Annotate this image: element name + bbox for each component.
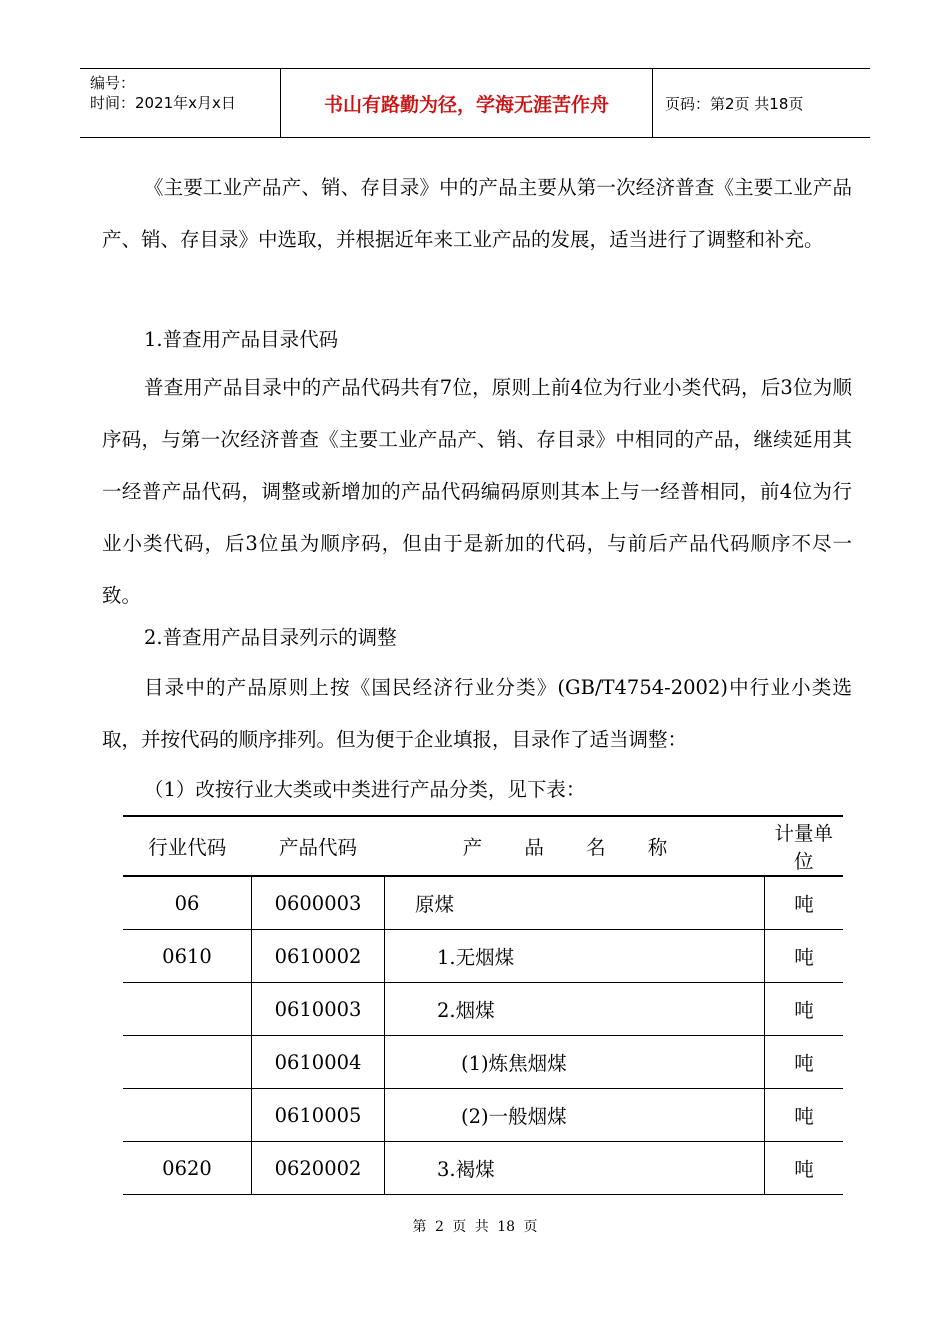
- table-row: [123, 876, 843, 930]
- industry-code-cell: 0620: [123, 1142, 252, 1195]
- section2-paragraph: 目录中的产品原则上按《国民经济行业分类》(GB/T4754-2002)中行业小类选取，并按代码的顺序排列。但为便于企业填报，目录作了适当调整：: [102, 676, 852, 751]
- header-page-info: 页码：第2页 共18页: [665, 94, 804, 113]
- table-row: [123, 983, 843, 1036]
- unit-cell: 吨: [765, 1036, 844, 1089]
- page-header: [80, 68, 870, 138]
- date-label: 时间：2021年x月x日: [90, 94, 236, 112]
- product-name-cell: (2)一般烟煤: [385, 1089, 765, 1142]
- industry-code-cell: [123, 983, 252, 1036]
- product-code-cell: 0610005: [252, 1089, 385, 1142]
- header-product-name: 产 品 名 称: [385, 816, 765, 876]
- product-name-cell: (1)炼焦烟煤: [385, 1036, 765, 1089]
- table-header-row: [123, 816, 843, 876]
- header-product-code: 产品代码: [252, 816, 385, 876]
- section1-paragraph: 普查用产品目录中的产品代码共有7位，原则上前4位为行业小类代码，后3位为顺序码，与第一次经济普查《主要工业产品产、销、存目录》中相同的产品，继续延用其一经普产品代码，调整或新增加的产品代码编码原则其本上与一经普相同，前4位为行业小类代码，后3位虽为顺序码，但由于是新加的代码，与前后产品代码顺序不尽一致。: [102, 376, 852, 607]
- unit-cell: 吨: [765, 1089, 844, 1142]
- header-industry-code: 行业代码: [123, 816, 252, 876]
- product-name-cell: 原煤: [385, 876, 765, 930]
- industry-code-cell: 0610: [123, 930, 252, 983]
- industry-code-cell: 06: [123, 876, 252, 930]
- industry-code-cell: [123, 1036, 252, 1089]
- unit-cell: 吨: [765, 930, 844, 983]
- product-table: [123, 815, 843, 1195]
- header-motto: 书山有路勤为径，学海无涯苦作舟: [280, 69, 653, 137]
- sub1-title: （1）改按行业大类或中类进行产品分类，见下表：: [144, 778, 586, 801]
- table-row: [123, 1036, 843, 1089]
- product-name-cell: 2.烟煤: [385, 983, 765, 1036]
- unit-cell: 吨: [765, 1142, 844, 1195]
- table-row: [123, 1089, 843, 1142]
- industry-code-cell: [123, 1089, 252, 1142]
- page-footer: 第 2 页 共 18 页: [412, 1219, 538, 1235]
- intro-paragraph: 《主要工业产品产、销、存目录》中的产品主要从第一次经济普查《主要工业产品产、销、存目录》中选取，并根据近年来工业产品的发展，适当进行了调整和补充。: [102, 176, 852, 251]
- section1-title: 1.普查用产品目录代码: [144, 328, 339, 351]
- product-code-cell: 0600003: [252, 876, 385, 930]
- number-label: 编号：: [90, 74, 136, 92]
- product-code-cell: 0610003: [252, 983, 385, 1036]
- section2-title: 2.普查用产品目录列示的调整: [144, 626, 397, 649]
- table-row: [123, 930, 843, 983]
- product-code-cell: 0620002: [252, 1142, 385, 1195]
- product-name-cell: 1.无烟煤: [385, 930, 765, 983]
- product-code-cell: 0610002: [252, 930, 385, 983]
- product-code-cell: 0610004: [252, 1036, 385, 1089]
- unit-cell: 吨: [765, 876, 844, 930]
- header-meta: [80, 69, 280, 137]
- header-unit: 计量单位: [765, 816, 844, 876]
- unit-cell: 吨: [765, 983, 844, 1036]
- table-row: [123, 1142, 843, 1195]
- product-name-cell: 3.褐煤: [385, 1142, 765, 1195]
